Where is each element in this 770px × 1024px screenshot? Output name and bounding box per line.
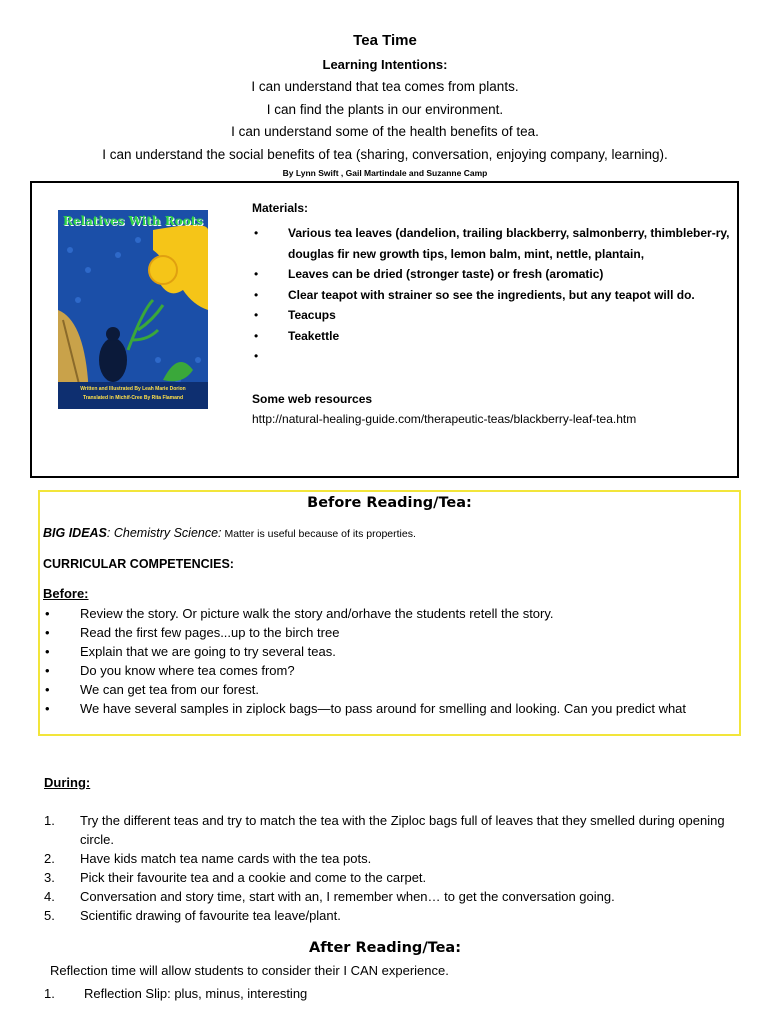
- materials-heading: Materials:: [252, 201, 309, 215]
- before-item: • Review the story. Or picture walk the story and/orhave the students retell the story.: [43, 604, 738, 623]
- learning-intentions-heading: Learning Intentions:: [322, 57, 448, 72]
- during-label: During:: [44, 775, 91, 790]
- during-item-number: 5.: [44, 908, 55, 923]
- before-reading-heading: Before Reading/Tea:: [307, 495, 472, 511]
- big-ideas-label: BIG IDEAS: [43, 526, 107, 540]
- book-cover-credit-1: Written and Illustrated By Leah Marie Dorion: [80, 386, 186, 392]
- web-resource-link[interactable]: http://natural-healing-guide.com/therapeutic-teas/blackberry-leaf-tea.htm: [252, 412, 637, 426]
- materials-item-empty: [252, 346, 732, 367]
- during-item-text: Try the different teas and try to match the tea with the Ziploc bags full of leaves that they smelled during opening circle.: [80, 813, 725, 847]
- during-item-number: 3.: [44, 870, 55, 885]
- page-title: Tea Time: [353, 32, 417, 49]
- intention-4: I can understand the social benefits of tea (sharing, conversation, enjoying company, learning).: [102, 147, 668, 162]
- during-item: [44, 849, 734, 868]
- before-item: • Read the first few pages...up to the birch tree: [43, 623, 738, 642]
- after-item-text: Reflection Slip: plus, minus, interesting: [84, 986, 308, 1001]
- book-cover-title: Relatives With Roots: [62, 214, 204, 228]
- after-reading-heading: After Reading/Tea:: [308, 940, 461, 956]
- big-ideas-subject: : Chemistry Science:: [106, 526, 222, 540]
- during-item: [44, 811, 734, 849]
- book-cover-image: [58, 210, 208, 409]
- materials-item: • Clear teapot with strainer so see the ingredients, but any teapot will do.: [252, 285, 732, 306]
- book-cover-illustration: [58, 210, 208, 409]
- before-reading-box: [38, 490, 741, 736]
- before-item: • Explain that we are going to try several teas.: [43, 642, 738, 661]
- before-item: • We can get tea from our forest.: [43, 680, 738, 699]
- book-cover-credit-2: Translated in Michif-Cree By Rita Flamand: [82, 395, 184, 401]
- curricular-competencies-heading: CURRICULAR COMPETENCIES:: [43, 557, 234, 571]
- intention-1: I can understand that tea comes from plants.: [251, 79, 519, 94]
- during-item-text: Scientific drawing of favourite tea leave/plant.: [80, 908, 341, 923]
- after-item: [44, 986, 307, 1001]
- during-item-text: Pick their favourite tea and a cookie and come to the carpet.: [80, 870, 427, 885]
- big-ideas-line: [43, 526, 416, 540]
- before-list: [43, 604, 738, 718]
- intention-2: I can find the plants in our environment.: [266, 102, 504, 117]
- before-label: Before:: [43, 586, 89, 601]
- web-resources-heading: Some web resources: [252, 392, 373, 406]
- materials-item: • Teacups: [252, 305, 732, 326]
- authors-line: By Lynn Swift , Gail Martindale and Suzanne Camp: [282, 168, 488, 178]
- materials-item: • Teakettle: [252, 326, 732, 347]
- before-item: • We have several samples in ziplock bags—to pass around for smelling and looking. Can you predict what: [43, 699, 738, 718]
- during-item-text: Conversation and story time, start with an, I remember when… to get the conversation going.: [80, 889, 615, 904]
- materials-item: • Leaves can be dried (stronger taste) or fresh (aromatic): [252, 264, 732, 285]
- during-item-number: 4.: [44, 889, 55, 904]
- reflection-text: Reflection time will allow students to consider their I CAN experience.: [50, 963, 449, 978]
- intention-3: I can understand some of the health benefits of tea.: [231, 124, 539, 139]
- during-item: [44, 887, 734, 906]
- before-item: • Do you know where tea comes from?: [43, 661, 738, 680]
- during-item-number: 1.: [44, 813, 55, 828]
- materials-item: • Various tea leaves (dandelion, trailing blackberry, salmonberry, thimbleber-ry, douglas fir new growth tips, lemon balm, mint, nettle, plantain,: [252, 223, 732, 264]
- during-item: [44, 868, 734, 887]
- after-item-number: 1.: [44, 986, 55, 1001]
- during-item-number: 2.: [44, 851, 55, 866]
- during-item: [44, 906, 734, 925]
- materials-list: [252, 223, 732, 367]
- materials-box: [30, 181, 739, 478]
- during-list: [44, 811, 734, 925]
- big-ideas-text: Matter is useful because of its properties.: [221, 528, 416, 540]
- during-item-text: Have kids match tea name cards with the tea pots.: [80, 851, 372, 866]
